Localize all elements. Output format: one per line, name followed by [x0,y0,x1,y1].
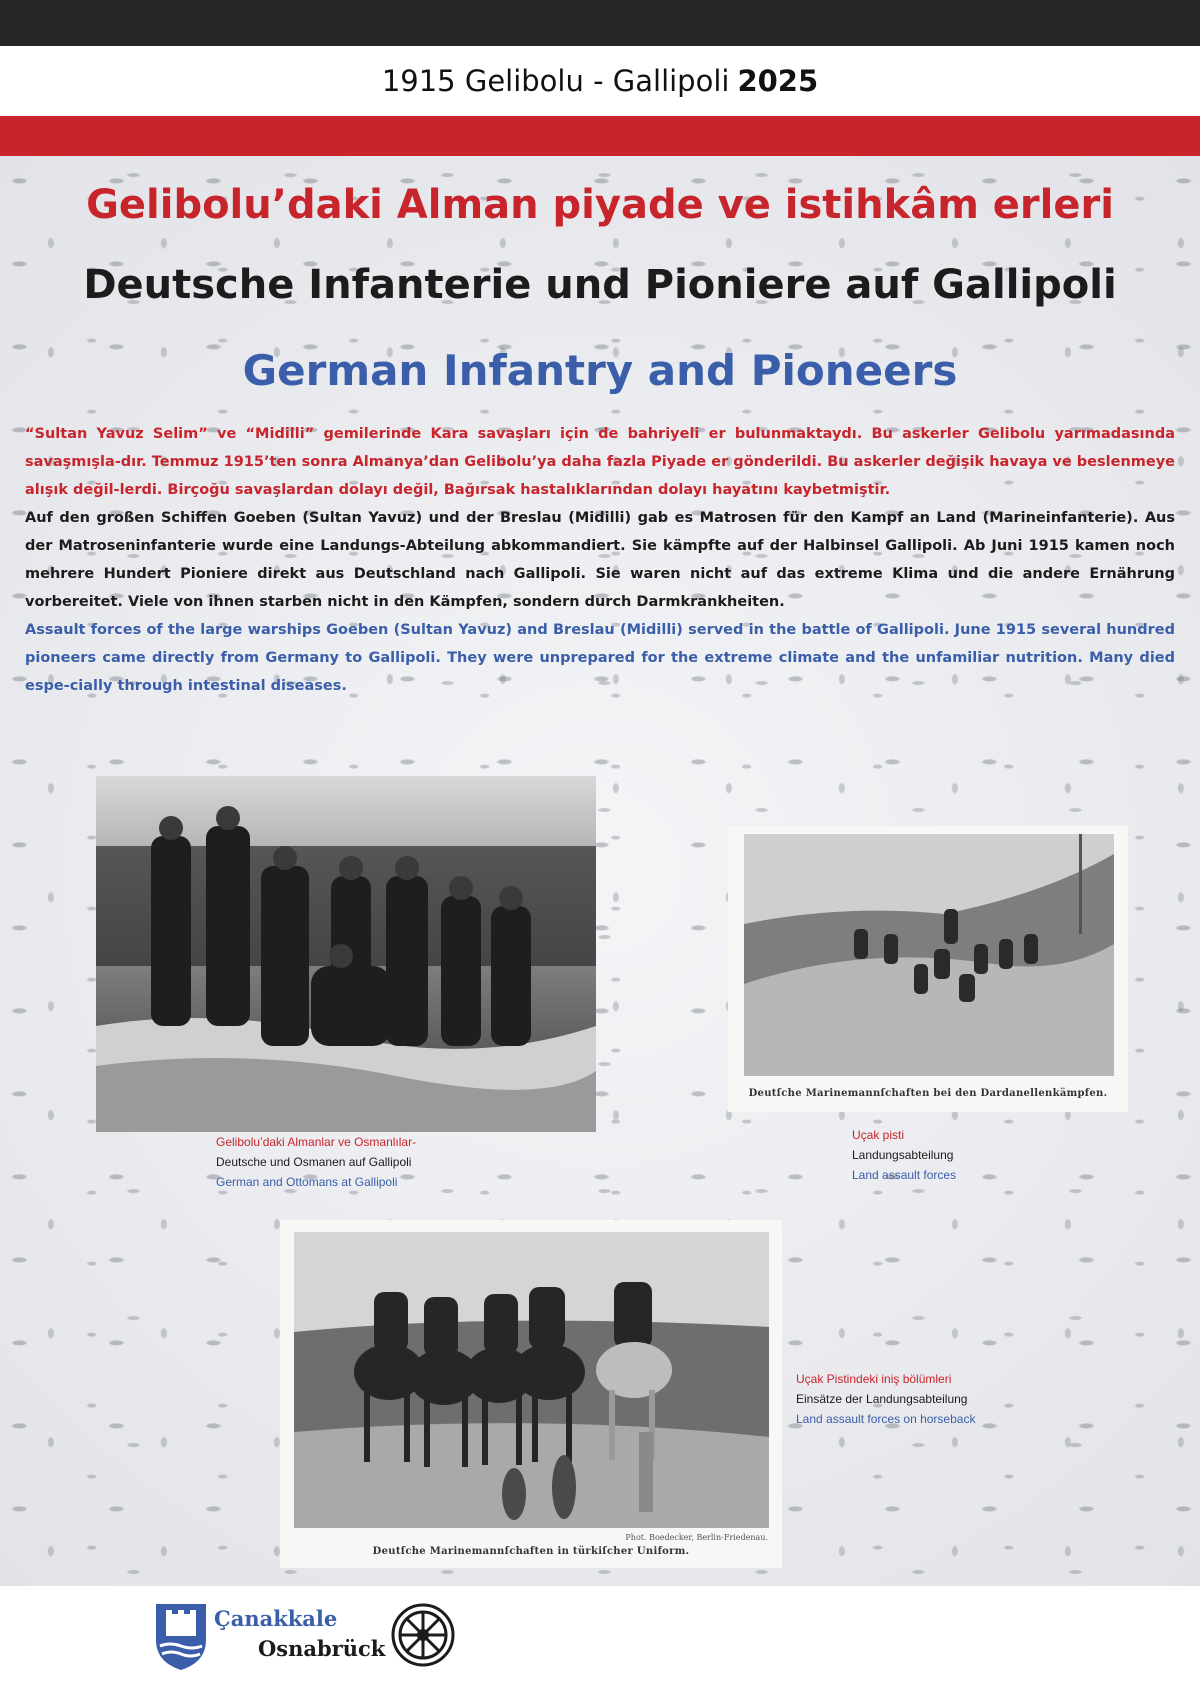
title-german: Deutsche Infanterie und Pioniere auf Gallipoli [83,262,1117,308]
photo-horseback-troops [280,1220,782,1568]
caption-1-turkish: Gelibolu’daki Almanlar ve Osmanlılar- [216,1135,417,1149]
photo-2-image [744,834,1114,1076]
photo-3-credit: Phot. Boedecker, Berlin-Friedenau. [625,1533,768,1542]
header-text: 1915 Gelibolu - Gallipoli [381,64,730,98]
caption-3-german: Einsätze der Landungsabteilung [796,1392,968,1406]
paragraph-english: Assault forces of the large warships Goeben (Sultan Yavuz) and Breslau (Midilli) served in the battle of Gallipoli. June 1915 several hundred pioneers came directly from Germany to Gallipoli. They were unprepared for the extreme climate and the unfamiliar nutrition. Many died espe-cially through intestinal diseases. [25,622,1175,694]
red-band [0,116,1200,156]
title-english: German Infantry and Pioneers [242,346,958,395]
caption-2-german: Landungsabteilung [852,1148,954,1162]
caption-photo-3 [796,1369,975,1429]
photo-3-plate-caption: Deutſche Marinemannſchaften in türkiſcher Uniform. [372,1546,690,1557]
paragraph-turkish: “Sultan Yavuz Selim” ve “Midilli” gemilerinde Kara savaşları için de bahriyeli er bulunmaktaydı. Bu askerler Gelibolu yarımadasında savaşmışla-dır. Temmuz 1915’ten sonra Almanya’dan Gelibolu’ya daha fazla Piyade er gönderildi. Bu askerler değişik havaya ve beslenmeye alışık değil-lerdi. Birçoğu savaşlardan dolayı değil, Bağırsak hastalıklarından dolayı hayatını kaybetmiştir. [25,426,1175,498]
caption-photo-1 [216,1132,416,1192]
top-bar [0,0,1200,46]
caption-3-turkish: Uçak Pistindeki iniş bölümleri [796,1372,952,1386]
caption-1-english: German and Ottomans at Gallipoli [216,1175,398,1189]
photo-trench-soldiers [96,776,596,1132]
logo-text-osnabrueck: Osnabrück [258,1636,386,1661]
caption-2-turkish: Uçak pisti [852,1128,905,1142]
osnabrueck-wheel-icon [390,1602,456,1668]
caption-3-english: Land assault forces on horseback [796,1412,976,1426]
canakkale-shield-icon [152,1600,210,1672]
caption-1-german: Deutsche und Osmanen auf Gallipoli [216,1155,412,1169]
logo-text-canakkale: Çanakkale [214,1606,338,1631]
header-year: 2025 [737,64,819,98]
photo-landing-party [728,826,1128,1112]
caption-photo-2 [852,1125,956,1185]
caption-2-english: Land assault forces [852,1168,957,1182]
photo-3-image [294,1232,769,1528]
paragraph-german: Auf den großen Schiffen Goeben (Sultan Yavuz) und der Breslau (Midilli) gab es Matrosen für den Kampf an Land (Marineinfanterie). Aus der Matroseninfanterie wurde eine Landungs-Abteilung abkommandiert. Sie kämpfte auf der Halbinsel Gallipoli. Ab Juni 1915 kamen noch mehrere Hundert Pioniere direkt aus Deutschland nach Gallipoli. Sie waren nicht auf das extreme Klima und die andere Ernährung vorbereitet. Viele von ihnen starben nicht in den Kämpfen, sondern durch Darmkrankheiten. [25,510,1175,610]
title-turkish: Gelibolu’daki Alman piyade ve istihkâm erleri [86,182,1114,228]
photo-2-plate-caption: Deutſche Marinemannſchaften bei den Dardanellenkämpfen. [748,1088,1108,1099]
header-title [0,46,1200,116]
